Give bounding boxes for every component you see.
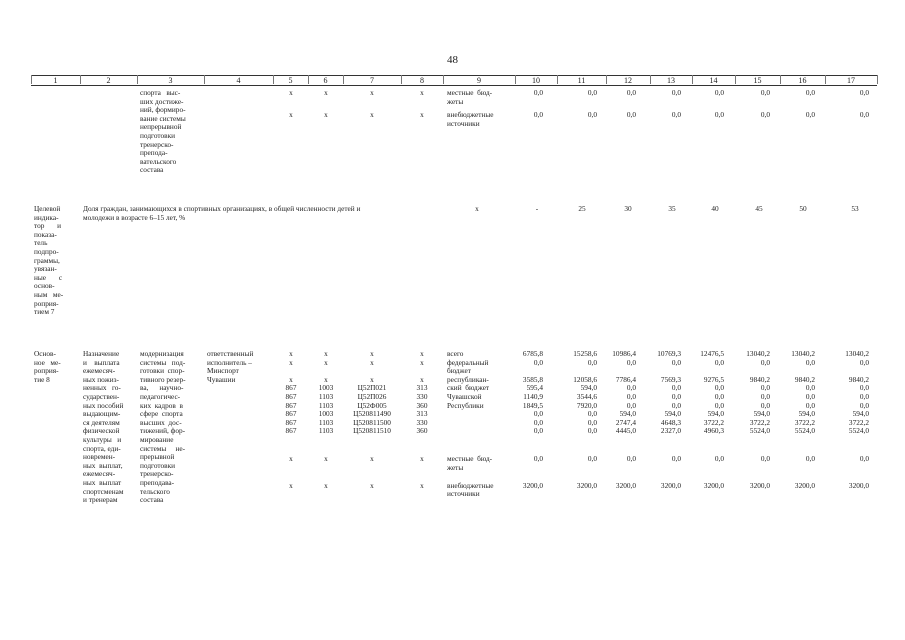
block1-cell-c7: x	[370, 110, 374, 120]
block3-value-c13: 7569,3	[660, 374, 681, 384]
block1-col3-line: подготовки	[140, 131, 176, 140]
block3-col2-line: Назначение	[83, 349, 120, 358]
block3-value-c16: 0,0	[805, 453, 815, 463]
block3-value-c11: 7920,0	[576, 400, 597, 410]
block3-cell-c6: 1103	[318, 417, 334, 427]
block3-value-c11: 0,0	[587, 453, 597, 463]
block3-cell-c7: Ц520811500	[353, 417, 391, 427]
block1-value-c10: 0,0	[533, 88, 543, 97]
block3-cell-c8: 313	[416, 383, 428, 393]
block3-value-c15: 0,0	[760, 453, 770, 463]
block3-value-c13: 4648,3	[660, 417, 681, 427]
block3-cell-c8: 313	[416, 409, 428, 419]
column-header-16: 16	[798, 76, 807, 85]
block3-cell-c8: x	[420, 357, 424, 367]
block3-col2-line: сударствен-	[83, 392, 120, 401]
block1-value-c15: 0,0	[760, 110, 770, 120]
block3-value-c13: 0,0	[671, 453, 681, 463]
block3-value-c12: 4445,0	[615, 426, 636, 436]
block3-value-c17: 0,0	[859, 357, 869, 367]
block3-value-c12: 10986,4	[612, 349, 636, 358]
block3-col3-line: системы под-	[140, 357, 186, 367]
column-header-10: 10	[532, 76, 540, 85]
block1-col3-line: ний, формиро-	[140, 105, 186, 115]
block3-value-c14: 12476,5	[700, 349, 724, 358]
block3-value-c15: 3200,0	[749, 480, 770, 490]
block1-cell-c7: x	[370, 88, 374, 97]
block1-cell-c9: местные бюд-	[447, 88, 493, 97]
block3-cell-c5: 867	[285, 417, 297, 427]
block2-col1-line: ные с	[34, 272, 63, 282]
block3-cell-c9: республикан-	[447, 374, 489, 384]
block3-value-c10: 0,0	[533, 426, 543, 436]
block3-cell-c7: x	[370, 349, 374, 358]
block3-col3-line: тивного резер-	[140, 374, 186, 384]
block3-value-c14: 0,0	[714, 453, 724, 463]
block3-value-c17: 3722,2	[848, 417, 869, 427]
block2-col1-line: индика-	[34, 212, 59, 222]
block3-cell-c6: x	[324, 349, 328, 358]
block3-cell-c6: 1103	[318, 392, 334, 401]
block3-col2-line: ежемесяч-	[83, 469, 116, 479]
block3-col2-line: спортсменам	[83, 486, 124, 496]
column-header-14: 14	[709, 76, 718, 85]
block1-cell-c9: внебюджетные	[447, 110, 494, 120]
block3-col2-line: ненных го-	[83, 383, 121, 393]
block3-col3-line: высших дос-	[140, 417, 182, 427]
block3-col3-line: педагогичес-	[140, 392, 181, 401]
block3-value-c15: 0,0	[760, 357, 770, 367]
block3-col3-line: сфере спорта	[140, 409, 183, 419]
block3-col2-line: спорта, еди-	[83, 443, 121, 453]
block3-col3-line: подготовки	[140, 460, 176, 470]
block3-value-c14: 0,0	[714, 357, 724, 367]
block3-col4-line: ответственный	[207, 349, 254, 358]
block1-value-c13: 0,0	[671, 88, 681, 97]
block3-value-c11: 0,0	[587, 426, 597, 436]
block3-col3-line: прерывной	[140, 452, 175, 462]
block3-value-c12: 594,0	[619, 409, 636, 419]
block2-value-c17: 53	[851, 204, 859, 213]
block1-col3-line: препода-	[140, 148, 168, 158]
block3-value-c15: 0,0	[760, 383, 770, 393]
page-number: 48	[447, 54, 458, 66]
block3-value-c14: 0,0	[714, 392, 724, 401]
block3-col3-line: готовки спор-	[140, 366, 185, 376]
block3-cell-c5: x	[289, 453, 293, 463]
block3-cell-c9: Республики	[447, 400, 484, 410]
block3-value-c15: 0,0	[760, 400, 770, 410]
block3-cell-c5: 867	[285, 400, 297, 410]
block3-value-c17: 594,0	[852, 409, 869, 419]
block3-value-c12: 0,0	[626, 383, 636, 393]
block3-value-c17: 3200,0	[848, 480, 869, 490]
block1-col3-line: состава	[140, 165, 164, 175]
block2-value-c12: 30	[624, 204, 632, 213]
block2-indicator-text: молодежи в возрасте 6–15 лет, %	[83, 212, 186, 222]
block2-value-c10: -	[535, 204, 539, 213]
block2-value-c15: 45	[755, 204, 763, 213]
block2-col1-line: подпро-	[34, 247, 59, 256]
block3-value-c15: 3722,2	[749, 417, 770, 427]
column-header-2: 2	[106, 76, 111, 85]
block1-value-c11: 0,0	[587, 110, 597, 120]
block3-col4-line: Чувашии	[207, 374, 236, 384]
block3-cell-c8: 360	[416, 400, 428, 410]
block3-value-c16: 3722,2	[794, 417, 815, 427]
block3-cell-c5: 867	[285, 409, 297, 419]
block3-col3-line: преподава-	[140, 478, 175, 487]
block3-value-c17: 0,0	[859, 400, 869, 410]
block3-value-c10: 0,0	[533, 417, 543, 427]
block2-col1-line: основ-	[34, 281, 55, 291]
block3-value-c15: 594,0	[753, 409, 770, 419]
block3-cell-c6: x	[324, 480, 328, 490]
block3-value-c16: 0,0	[805, 392, 815, 401]
block3-value-c17: 0,0	[859, 392, 869, 401]
block3-cell-c7: Ц520811510	[353, 426, 391, 436]
block1-cell-c9: жеты	[447, 96, 464, 106]
block3-value-c13: 594,0	[664, 409, 681, 419]
block3-col1-line: тие 8	[34, 374, 50, 384]
column-header-3: 3	[168, 76, 173, 85]
column-header-4: 4	[236, 76, 241, 85]
block3-value-c14: 4960,3	[703, 426, 724, 436]
block3-value-c15: 0,0	[760, 392, 770, 401]
block3-cell-c9: ский бюджет	[447, 383, 490, 393]
block3-value-c10: 1849,5	[522, 400, 543, 410]
block3-value-c12: 0,0	[626, 400, 636, 410]
block1-cell-c8: x	[420, 88, 424, 97]
block1-value-c12: 0,0	[626, 110, 636, 120]
block1-col3-line: вательского	[140, 156, 177, 166]
block3-cell-c8: x	[420, 374, 424, 384]
column-header-6: 6	[323, 76, 328, 85]
block3-value-c13: 0,0	[671, 383, 681, 393]
block3-value-c12: 0,0	[626, 453, 636, 463]
block3-value-c13: 3200,0	[660, 480, 681, 490]
block3-cell-c7: Ц52Ф005	[357, 400, 387, 410]
block3-col3-line: состава	[140, 495, 164, 505]
block1-col3-line: непрерывной	[140, 122, 182, 132]
block1-value-c14: 0,0	[714, 88, 724, 97]
block3-cell-c7: x	[370, 357, 374, 367]
block1-col3-line: вание системы	[140, 113, 186, 123]
block3-cell-c8: 360	[416, 426, 428, 436]
block3-cell-c5: x	[289, 357, 293, 367]
block3-value-c10: 595,4	[526, 383, 543, 393]
block3-cell-c6: x	[324, 453, 328, 463]
block3-value-c12: 7786,4	[615, 374, 636, 384]
block3-col2-line: ся деятелям	[83, 417, 120, 427]
block3-value-c16: 0,0	[805, 357, 815, 367]
block3-value-c11: 594,0	[580, 383, 597, 393]
block2-col1-line: тель	[34, 238, 48, 248]
block3-value-c16: 5524,0	[794, 426, 815, 436]
block3-col3-line: тижений, фор-	[140, 426, 186, 436]
column-header-17: 17	[847, 76, 855, 85]
block3-col4-line: исполнитель –	[207, 357, 252, 367]
block3-cell-c6: 1103	[318, 400, 334, 410]
block2-col1-line: показа-	[34, 229, 57, 239]
block2-value-c16: 50	[799, 204, 807, 213]
block3-cell-c9: местные бюд-	[447, 453, 493, 463]
block3-cell-c9: источники	[447, 489, 480, 499]
block3-cell-c9: федеральный	[447, 357, 489, 367]
block3-value-c10: 0,0	[533, 357, 543, 367]
block3-cell-c5: x	[289, 480, 293, 490]
block3-value-c11: 3544,6	[576, 392, 597, 401]
column-header-12: 12	[624, 76, 632, 85]
block3-value-c16: 0,0	[805, 383, 815, 393]
block3-col3-line: системы не-	[140, 443, 186, 453]
block3-value-c15: 13040,2	[746, 349, 770, 358]
block1-value-c14: 0,0	[714, 110, 724, 120]
block3-value-c11: 3200,0	[576, 480, 597, 490]
block1-cell-c5: x	[289, 88, 293, 97]
block3-value-c13: 2327,0	[660, 426, 681, 436]
block3-value-c11: 0,0	[587, 417, 597, 427]
block1-cell-c9: источники	[447, 118, 480, 128]
column-header-8: 8	[420, 76, 424, 85]
block3-cell-c7: Ц520811490	[353, 409, 391, 419]
block3-col3-line: тренерско-	[140, 469, 174, 479]
block1-value-c16: 0,0	[805, 110, 815, 120]
block3-value-c12: 0,0	[626, 357, 636, 367]
block3-cell-c8: 330	[416, 417, 428, 427]
block2-indicator-text: Доля граждан, занимающихся в спортивных организациях, в общей численности детей и	[83, 204, 361, 213]
block3-col1-line: роприя-	[34, 366, 59, 376]
block3-cell-c9: жеты	[447, 462, 464, 472]
block3-value-c11: 0,0	[587, 409, 597, 419]
block3-cell-c6: 1103	[318, 426, 334, 436]
block3-cell-c9: бюджет	[447, 366, 471, 376]
block2-col1-line: тор и	[34, 221, 62, 231]
column-header-5: 5	[288, 76, 293, 85]
block3-value-c10: 3200,0	[522, 480, 543, 490]
block3-cell-c8: x	[420, 349, 424, 358]
block3-col4-line: Минспорт	[207, 366, 239, 376]
block3-col2-line: новремен-	[83, 452, 116, 462]
block3-value-c12: 0,0	[626, 392, 636, 401]
block3-col2-line: ежемесяч-	[83, 366, 116, 376]
block2-value-c13: 35	[668, 204, 676, 213]
block1-col3-line: спорта выс-	[140, 88, 181, 97]
block2-value-c14: 40	[711, 204, 719, 213]
block3-cell-c9: всего	[447, 349, 464, 358]
block3-value-c10: 1140,9	[523, 392, 543, 401]
column-header-15: 15	[753, 76, 762, 85]
block3-value-c13: 0,0	[671, 357, 681, 367]
column-header-9: 9	[477, 76, 481, 85]
block3-value-c10: 0,0	[533, 409, 543, 419]
column-header-11: 11	[577, 76, 586, 85]
block3-value-c14: 0,0	[714, 400, 724, 410]
block3-value-c10: 6785,8	[522, 349, 543, 358]
block3-value-c16: 13040,2	[791, 349, 815, 358]
block3-cell-c5: x	[289, 349, 293, 358]
block3-cell-c5: 867	[285, 383, 297, 393]
block3-cell-c6: 1003	[318, 409, 334, 419]
block3-cell-c8: x	[420, 480, 424, 490]
block1-value-c10: 0,0	[533, 110, 543, 120]
block1-cell-c6: x	[324, 110, 328, 120]
block3-value-c10: 0,0	[533, 453, 543, 463]
block3-value-c16: 9840,2	[794, 374, 815, 384]
block2-col1-line: ным ме-	[34, 290, 64, 299]
block3-cell-c6: x	[324, 357, 328, 367]
block3-value-c16: 0,0	[805, 400, 815, 410]
block1-value-c17: 0,0	[859, 110, 869, 120]
block1-col3-line: тренерско-	[140, 139, 174, 149]
column-header-1: 1	[53, 76, 58, 85]
block3-cell-c6: x	[324, 374, 328, 384]
block3-cell-c7: x	[370, 453, 374, 463]
block1-value-c12: 0,0	[626, 88, 636, 97]
block2-col1-line: увязан-	[34, 264, 57, 274]
block2-col1-line: тием 7	[34, 307, 55, 317]
block3-cell-c7: Ц52П026	[357, 392, 387, 401]
block2-col1-line: Целевой	[34, 204, 61, 213]
block3-col2-line: выдающим-	[83, 409, 121, 419]
block3-col2-line: и выплата	[83, 357, 120, 367]
block3-cell-c5: 867	[285, 426, 297, 436]
block3-col2-line: ных пожиз-	[83, 374, 119, 384]
block1-cell-c5: x	[289, 110, 293, 120]
block3-col2-line: ных выплат,	[83, 460, 123, 470]
block3-value-c13: 0,0	[671, 392, 681, 401]
block3-value-c17: 13040,2	[845, 349, 869, 358]
block3-cell-c6: 1003	[318, 383, 334, 393]
block3-value-c17: 9840,2	[848, 374, 869, 384]
block3-col3-line: модернизация	[140, 349, 184, 358]
block3-col2-line: и тренерам	[83, 495, 118, 505]
block3-cell-c5: 867	[285, 392, 297, 401]
block3-value-c14: 0,0	[714, 383, 724, 393]
block3-cell-c8: x	[420, 453, 424, 463]
block3-cell-c8: 330	[416, 392, 428, 401]
block3-value-c11: 0,0	[587, 357, 597, 367]
block3-col3-line: тельского	[140, 486, 170, 496]
block3-col2-line: культуры и	[83, 435, 122, 444]
block3-col1-line: Основ-	[34, 349, 56, 358]
block2-col1-line: граммы,	[34, 255, 60, 265]
block1-col3-line: ших достиже-	[140, 96, 184, 106]
block1-value-c11: 0,0	[587, 88, 597, 97]
block1-value-c17: 0,0	[859, 88, 869, 97]
column-header-13: 13	[667, 76, 675, 85]
block3-value-c11: 15258,6	[573, 349, 597, 358]
block3-value-c14: 3722,2	[703, 417, 724, 427]
block3-value-c14: 3200,0	[703, 480, 724, 490]
block3-cell-c7: x	[370, 480, 374, 490]
block3-cell-c9: внебюджетные	[447, 480, 494, 490]
block3-col2-line: ных пособий	[83, 400, 124, 410]
block3-value-c12: 2747,4	[615, 417, 636, 427]
block1-value-c15: 0,0	[760, 88, 770, 97]
block1-cell-c6: x	[324, 88, 328, 97]
block3-value-c13: 10769,3	[657, 349, 681, 358]
block1-value-c13: 0,0	[671, 110, 681, 120]
block3-col3-line: ких кадров в	[140, 400, 183, 410]
block3-value-c13: 0,0	[671, 400, 681, 410]
block3-value-c17: 5524,0	[848, 426, 869, 436]
block3-value-c11: 12058,6	[573, 374, 597, 384]
header-divider	[877, 75, 878, 84]
block3-value-c12: 3200,0	[615, 480, 636, 490]
column-header-7: 7	[370, 76, 374, 85]
block1-value-c16: 0,0	[805, 88, 815, 97]
block3-col1-line: ное ме-	[34, 357, 61, 367]
block3-value-c17: 0,0	[859, 383, 869, 393]
block3-cell-c9: Чувашской	[447, 392, 482, 401]
block3-value-c16: 594,0	[798, 409, 815, 419]
block3-cell-c7: Ц52П021	[357, 383, 387, 393]
block3-col2-line: физической	[83, 426, 120, 436]
block3-col3-line: ва, научно-	[140, 383, 184, 393]
block1-cell-c8: x	[420, 110, 424, 120]
block3-col2-line: ных выплат	[83, 478, 122, 487]
block3-value-c16: 3200,0	[794, 480, 815, 490]
block2-value-c11: 25	[578, 204, 586, 213]
block3-col3-line: мирование	[140, 435, 174, 444]
block3-value-c17: 0,0	[859, 453, 869, 463]
block2-col1-line: роприя-	[34, 298, 59, 308]
block2-cell-c9: x	[475, 204, 479, 213]
block3-value-c14: 594,0	[707, 409, 724, 419]
block3-value-c10: 3585,8	[522, 374, 543, 384]
block3-cell-c7: x	[370, 374, 374, 384]
block3-cell-c5: x	[289, 374, 293, 384]
block3-value-c14: 9276,5	[703, 374, 724, 384]
block3-value-c15: 9840,2	[749, 374, 770, 384]
block3-value-c15: 5524,0	[749, 426, 770, 436]
